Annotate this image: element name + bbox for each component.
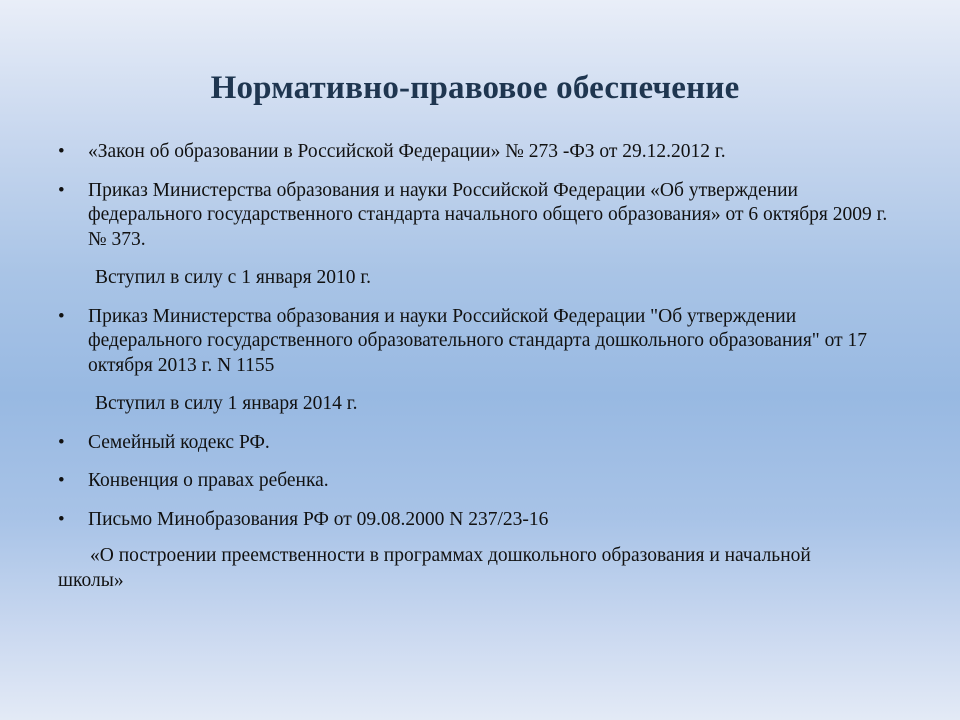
bullet-icon: • (58, 470, 65, 491)
list-item-family-code (58, 431, 908, 456)
effective-date-note: Вступил в силу 1 января 2014 г. (95, 393, 358, 414)
bullet-icon: • (58, 141, 65, 162)
bullet-icon: • (58, 305, 65, 327)
bullet-icon: • (58, 508, 65, 530)
letter-title (58, 544, 908, 593)
bullet-icon: • (58, 179, 65, 201)
letter-title-line: «О построении преемственности в программах дошкольного образования и начальной (90, 545, 811, 566)
bullet-icon: • (58, 431, 65, 453)
list-item-order-373 (58, 179, 908, 253)
list-item-text: Конвенция о правах ребенка. (88, 470, 329, 491)
letter-title-line: школы» (58, 569, 124, 591)
list-item-text: Приказ Министерства образования и науки Российской Федерации "Об утверждении федерального государственного образовательного стандарта дошкольного образования" от 17 октября 2013 г. N 1155 (88, 305, 868, 376)
effective-date-note: Вступил в силу с 1 января 2010 г. (95, 267, 371, 288)
list-item-text: «Закон об образовании в Российской Федерации» № 273 -ФЗ от 29.12.2012 г. (88, 141, 726, 162)
list-item-law (58, 140, 908, 165)
list-item-convention (58, 469, 908, 494)
list-item-text: Приказ Министерства образования и науки Российской Федерации «Об утверждении федерального государственного стандарта начального общего образования» от 6 октября 2009 г. № 373. (88, 179, 888, 250)
list-item-letter (58, 508, 908, 533)
list-item-order-1155 (58, 305, 908, 379)
slide-content (58, 140, 908, 593)
slide-title: Нормативно-правовое обеспечение (210, 70, 740, 106)
list-item-text: Письмо Минобразования РФ от 09.08.2000 N 237/23-16 (88, 508, 549, 530)
list-item-text: Семейный кодекс РФ. (88, 431, 270, 453)
